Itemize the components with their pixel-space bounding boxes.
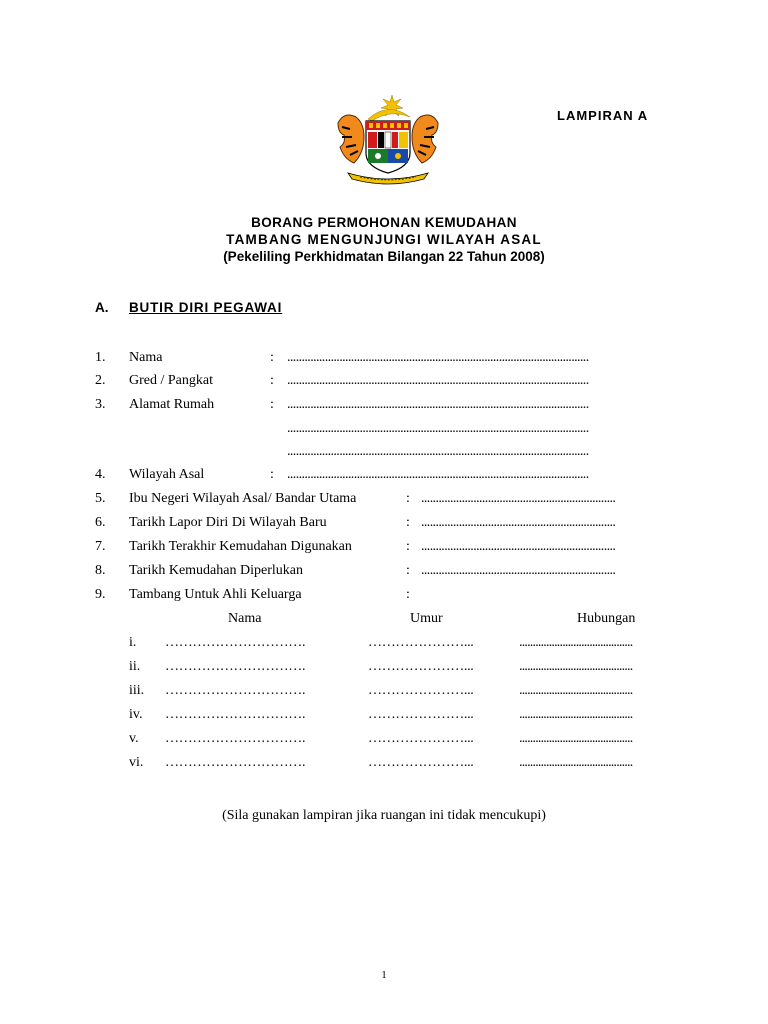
field-label-ibu-negeri: Ibu Negeri Wilayah Asal/ Bandar Utama	[129, 491, 357, 506]
family-age-input[interactable]: …………………...	[368, 659, 474, 674]
column-header-nama: Nama	[228, 611, 262, 626]
family-relation-input[interactable]: ..........................................	[519, 707, 633, 722]
field-colon: :	[406, 515, 410, 530]
family-name-input[interactable]: ………………………….	[165, 707, 306, 722]
field-input-alamat-line1[interactable]: ........................................................................................................	[287, 397, 589, 412]
family-name-input[interactable]: ………………………….	[165, 635, 306, 650]
field-colon: :	[406, 563, 410, 578]
family-age-input[interactable]: …………………...	[368, 707, 474, 722]
field-colon: :	[406, 587, 410, 602]
field-input-tarikh-lapor[interactable]: ...................................................................	[421, 515, 616, 530]
field-input-alamat-line2[interactable]: ........................................................................................................	[287, 421, 589, 436]
field-label-wilayah-asal: Wilayah Asal	[129, 467, 205, 482]
field-colon: :	[406, 491, 410, 506]
field-label-alamat: Alamat Rumah	[129, 397, 215, 412]
field-number: 1.	[95, 350, 106, 365]
family-relation-input[interactable]: ..........................................	[519, 755, 633, 770]
field-number: 8.	[95, 563, 106, 578]
field-label-tambang-keluarga: Tambang Untuk Ahli Keluarga	[129, 587, 302, 602]
family-age-input[interactable]: …………………...	[368, 683, 474, 698]
family-name-input[interactable]: ………………………….	[165, 683, 306, 698]
field-number: 7.	[95, 539, 106, 554]
field-input-wilayah-asal[interactable]: ........................................................................................................	[287, 467, 589, 482]
field-input-gred[interactable]: ........................................................................................................	[287, 373, 589, 388]
family-relation-input[interactable]: ..........................................	[519, 683, 633, 698]
field-colon: :	[270, 373, 274, 388]
field-colon: :	[406, 539, 410, 554]
form-title-line2: TAMBANG MENGUNJUNGI WILAYAH ASAL	[226, 232, 542, 247]
table-row-number: ii.	[129, 659, 141, 674]
malaysia-coat-of-arms-icon	[330, 93, 446, 185]
field-input-tarikh-diperlukan[interactable]: ...................................................................	[421, 563, 616, 578]
field-label-tarikh-diperlukan: Tarikh Kemudahan Diperlukan	[129, 563, 303, 578]
field-number: 5.	[95, 491, 106, 506]
table-row-number: iv.	[129, 707, 143, 722]
family-relation-input[interactable]: ..........................................	[519, 659, 633, 674]
form-subtitle-circular: (Pekeliling Perkhidmatan Bilangan 22 Tahun 2008)	[223, 249, 545, 264]
table-row-number: i.	[129, 635, 137, 650]
section-letter: A.	[95, 300, 109, 315]
field-number: 3.	[95, 397, 106, 412]
column-header-hubungan: Hubungan	[577, 611, 636, 626]
table-row-number: vi.	[129, 755, 144, 770]
family-age-input[interactable]: …………………...	[368, 635, 474, 650]
field-label-gred: Gred / Pangkat	[129, 373, 213, 388]
field-colon: :	[270, 467, 274, 482]
table-row-number: iii.	[129, 683, 145, 698]
family-relation-input[interactable]: ..........................................	[519, 635, 633, 650]
field-label-tarikh-terakhir: Tarikh Terakhir Kemudahan Digunakan	[129, 539, 352, 554]
family-age-input[interactable]: …………………...	[368, 755, 474, 770]
field-input-alamat-line3[interactable]: ........................................................................................................	[287, 444, 589, 459]
family-relation-input[interactable]: ..........................................	[519, 731, 633, 746]
field-input-tarikh-terakhir[interactable]: ...................................................................	[421, 539, 616, 554]
field-number: 6.	[95, 515, 106, 530]
field-input-ibu-negeri[interactable]: ...................................................................	[421, 491, 616, 506]
family-name-input[interactable]: ………………………….	[165, 731, 306, 746]
family-age-input[interactable]: …………………...	[368, 731, 474, 746]
field-number: 9.	[95, 587, 106, 602]
field-colon: :	[270, 350, 274, 365]
field-colon: :	[270, 397, 274, 412]
field-label-tarikh-lapor: Tarikh Lapor Diri Di Wilayah Baru	[129, 515, 327, 530]
page-number: 1	[381, 969, 387, 981]
table-row-number: v.	[129, 731, 139, 746]
form-title-line1: BORANG PERMOHONAN KEMUDAHAN	[251, 215, 517, 230]
field-input-nama[interactable]: ........................................................................................................	[287, 350, 589, 365]
attachment-note: (Sila gunakan lampiran jika ruangan ini tidak mencukupi)	[222, 808, 546, 823]
lampiran-label: LAMPIRAN A	[557, 108, 649, 123]
family-name-input[interactable]: ………………………….	[165, 755, 306, 770]
column-header-umur: Umur	[410, 611, 443, 626]
field-label-nama: Nama	[129, 350, 163, 365]
field-number: 2.	[95, 373, 106, 388]
section-title: BUTIR DIRI PEGAWAI	[129, 300, 283, 315]
field-number: 4.	[95, 467, 106, 482]
family-name-input[interactable]: ………………………….	[165, 659, 306, 674]
